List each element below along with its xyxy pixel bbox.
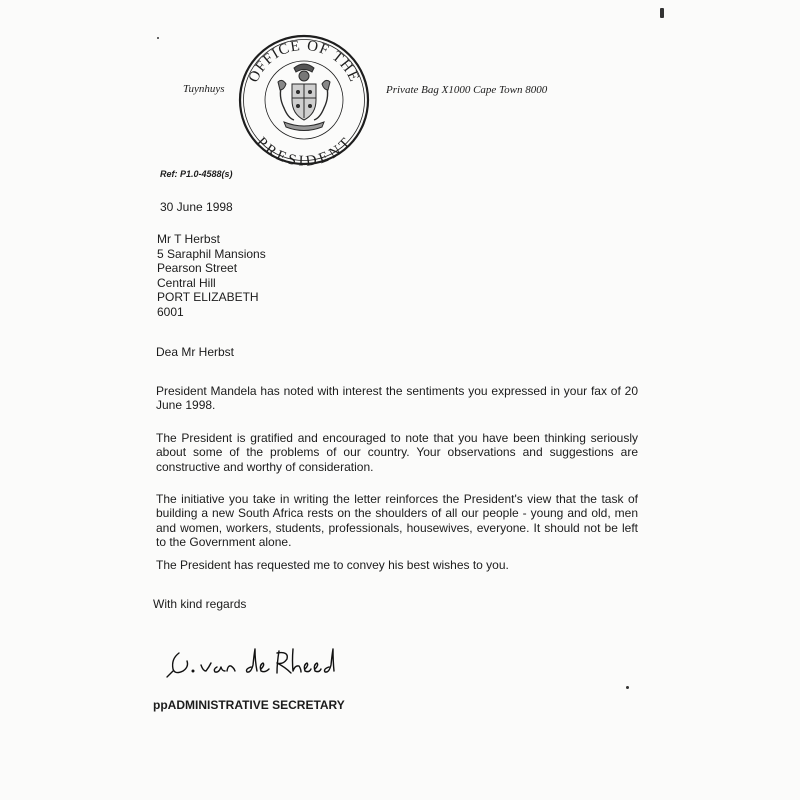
recipient-line: Mr T Herbst — [157, 232, 220, 246]
recipient-line: Pearson Street — [157, 261, 238, 276]
recipient-address — [157, 232, 266, 320]
seal-text-bottom: PRESIDENT — [252, 134, 356, 166]
coat-of-arms-icon — [278, 64, 330, 131]
seal-text-top: OFFICE OF THE — [245, 37, 363, 86]
reference-number: Ref: P1.0-4588(s) — [160, 169, 233, 179]
letter-date: 30 June 1998 — [160, 200, 233, 214]
recipient-line: PORT ELIZABETH — [157, 290, 259, 305]
signer-title: ppADMINISTRATIVE SECRETARY — [153, 698, 345, 712]
body-paragraph: President Mandela has noted with interest the sentiments you expressed in your fax of 20 June 1998. — [156, 384, 638, 413]
office-of-the-president-seal — [238, 34, 370, 166]
closing: With kind regards — [153, 597, 247, 611]
scan-speck — [626, 686, 629, 689]
letterhead-right-address: Private Bag X1000 Cape Town 8000 — [386, 84, 548, 96]
recipient-line: Central Hill — [157, 275, 216, 290]
salutation: Dea Mr Herbst — [156, 345, 235, 359]
scan-speck — [157, 37, 159, 39]
scan-mark — [660, 8, 664, 18]
body-paragraph: The President has requested me to convey his best wishes to you. — [156, 558, 509, 572]
recipient-line: 5 Saraphil Mansions — [157, 246, 266, 261]
recipient-line: 6001 — [157, 304, 184, 319]
letterhead-left-address: Tuynhuys — [183, 83, 225, 95]
handwritten-signature — [165, 641, 335, 681]
body-paragraph: The President is gratified and encouraged to note that you have been thinking seriously about some of the problems of our country. Your observations and suggestions are constructive and worthy of consideration. — [156, 431, 638, 474]
body-paragraph: The initiative you take in writing the letter reinforces the President's view that the task of building a new South Africa rests on the shoulders of all our people - young and old, men and women, workers, students, professionals, housewives, everyone. It should not be left to the Government alone. — [156, 492, 638, 550]
